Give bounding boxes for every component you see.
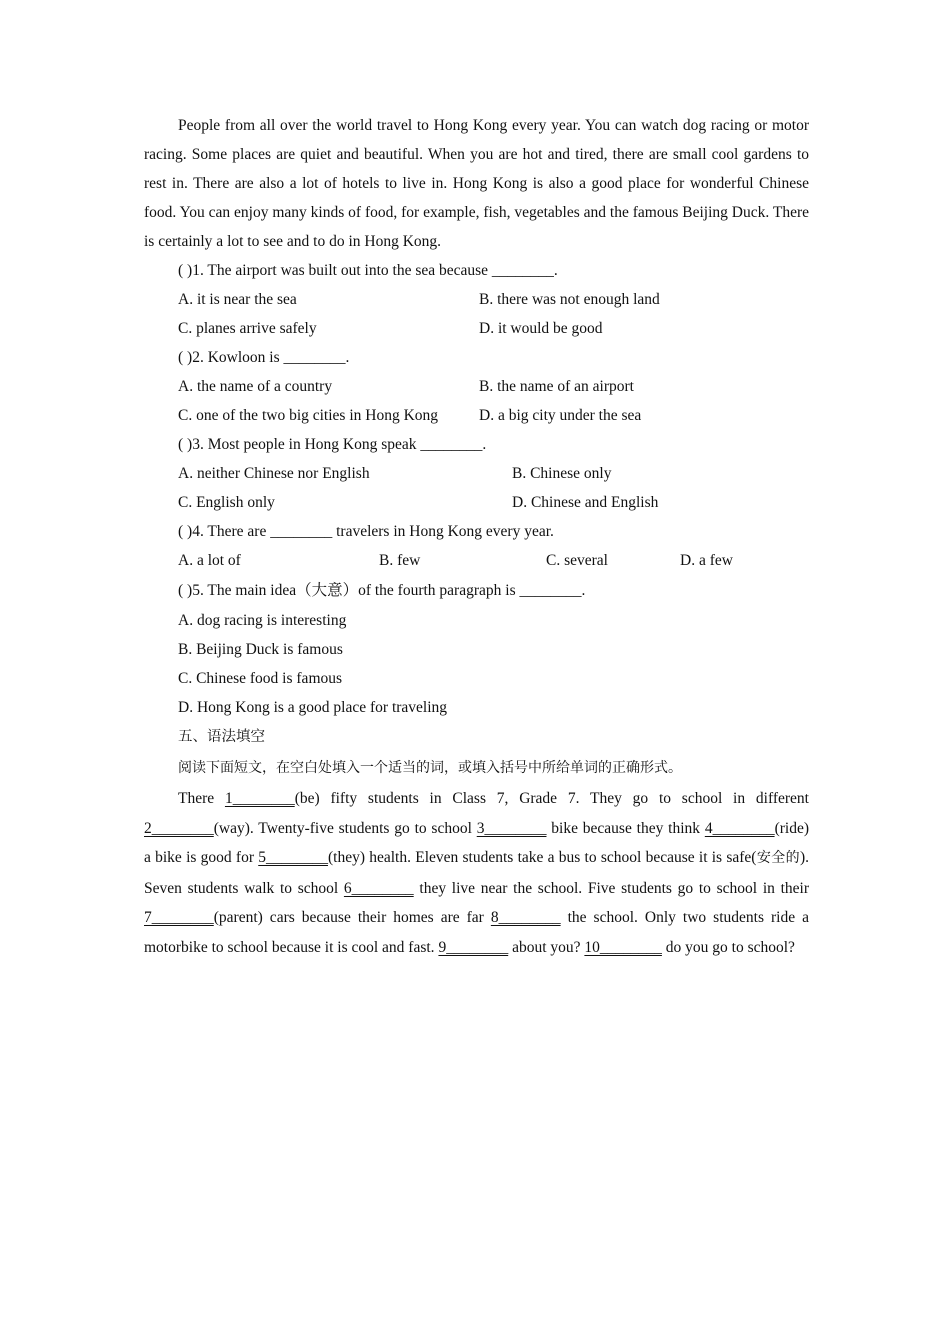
q1-option-c[interactable]: C. planes arrive safely: [178, 320, 317, 337]
question-5-stem: ( )5. The main idea（大意）of the fourth paragraph is ________.: [178, 582, 586, 599]
q4-option-b[interactable]: B. few: [379, 552, 421, 569]
blank-4[interactable]: 4________: [704, 819, 775, 837]
q2-option-d[interactable]: D. a big city under the sea: [479, 407, 642, 424]
q5-option-c[interactable]: C. Chinese food is famous: [178, 670, 343, 687]
cloze-text: There: [178, 790, 225, 807]
blank-1[interactable]: 1________: [224, 790, 295, 807]
question-4-stem: ( )4. There are ________ travelers in Hong Kong every year.: [178, 523, 554, 540]
question-3-options-row-1: [144, 459, 809, 488]
cloze-text: (ride) a bike is good for: [144, 819, 809, 866]
q3-option-d[interactable]: D. Chinese and English: [512, 494, 659, 511]
document-page: [144, 111, 809, 962]
q1-option-a[interactable]: A. it is near the sea: [178, 291, 297, 308]
q2-option-c[interactable]: C. one of the two big cities in Hong Kong: [178, 407, 439, 424]
question-1-options-row-1: [144, 285, 809, 314]
q3-option-b[interactable]: B. Chinese only: [512, 465, 612, 482]
cloze-text: (they) health. Eleven students take a bus to school because it is safe(: [327, 849, 757, 866]
blank-10[interactable]: 10________: [584, 938, 662, 956]
q4-option-a[interactable]: A. a lot of: [178, 552, 241, 569]
cloze-text: ). Seven students walk to school: [144, 849, 809, 897]
q4-option-c[interactable]: C. several: [546, 552, 608, 569]
cloze-text: they live near the school. Five students go to school in their: [413, 879, 809, 897]
question-2-options-row-1: [144, 372, 809, 401]
section-heading: 五、语法填空: [178, 729, 265, 745]
q2-option-a[interactable]: A. the name of a country: [178, 378, 333, 395]
question-1-options-row-2: [144, 314, 809, 343]
blank-5[interactable]: 5________: [258, 849, 328, 866]
question-3-stem: ( )3. Most people in Hong Kong speak ________.: [178, 436, 487, 453]
question-2-stem: ( )2. Kowloon is ________.: [178, 349, 350, 366]
cloze-text: bike because they think: [546, 819, 705, 837]
q1-option-d[interactable]: D. it would be good: [479, 320, 603, 337]
cloze-text: (way). Twenty-five students go to school: [213, 819, 477, 837]
q5-option-a[interactable]: A. dog racing is interesting: [178, 612, 347, 629]
cloze-chinese-gloss: 安全的: [756, 850, 800, 866]
q5-option-d[interactable]: D. Hong Kong is a good place for traveling: [178, 699, 448, 716]
blank-9[interactable]: 9________: [438, 938, 509, 956]
q4-option-d[interactable]: D. a few: [680, 552, 733, 569]
q3-option-a[interactable]: A. neither Chinese nor English: [178, 465, 370, 482]
question-4-options-row: [144, 546, 809, 575]
q1-option-b[interactable]: B. there was not enough land: [479, 291, 660, 308]
cloze-text: the school. Only two students ride a motorbike to school because it is cool and fast.: [144, 909, 809, 956]
cloze-text: (parent) cars because their homes are far: [213, 909, 491, 926]
reading-passage: People from all over the world travel to Hong Kong every year. You can watch dog racing or motor racing. Some places are quiet and beautiful. When you are hot and tired, there are small cool gardens to rest in. There are also a lot of hotels to live in. Hong Kong is also a good place for wonderful Chinese food. You can enjoy many kinds of food, for example, fish, vegetables and the famous Beijing Duck. There is certainly a lot to see and to do in Hong Kong.: [144, 117, 809, 250]
q3-option-c[interactable]: C. English only: [178, 494, 275, 511]
cloze-text: about you?: [508, 938, 585, 956]
blank-6[interactable]: 6________: [343, 879, 414, 897]
cloze-text: (be) fifty students in Class 7, Grade 7. They go to school in different: [294, 790, 809, 807]
cloze-passage: [144, 784, 809, 962]
question-2-options-row-2: [144, 401, 809, 430]
section-instruction: 阅读下面短文，在空白处填入一个适当的词，或填入括号中所给单词的正确形式。: [178, 760, 682, 776]
q2-option-b[interactable]: B. the name of an airport: [479, 378, 634, 395]
blank-8[interactable]: 8________: [490, 909, 561, 926]
q5-option-b[interactable]: B. Beijing Duck is famous: [178, 641, 343, 658]
blank-7[interactable]: 7________: [144, 909, 214, 926]
question-1-stem: ( )1. The airport was built out into the sea because ________.: [178, 262, 558, 279]
cloze-text: do you go to school?: [661, 938, 795, 956]
question-3-options-row-2: [144, 488, 809, 517]
blank-2[interactable]: 2________: [144, 819, 214, 837]
blank-3[interactable]: 3________: [476, 819, 547, 837]
